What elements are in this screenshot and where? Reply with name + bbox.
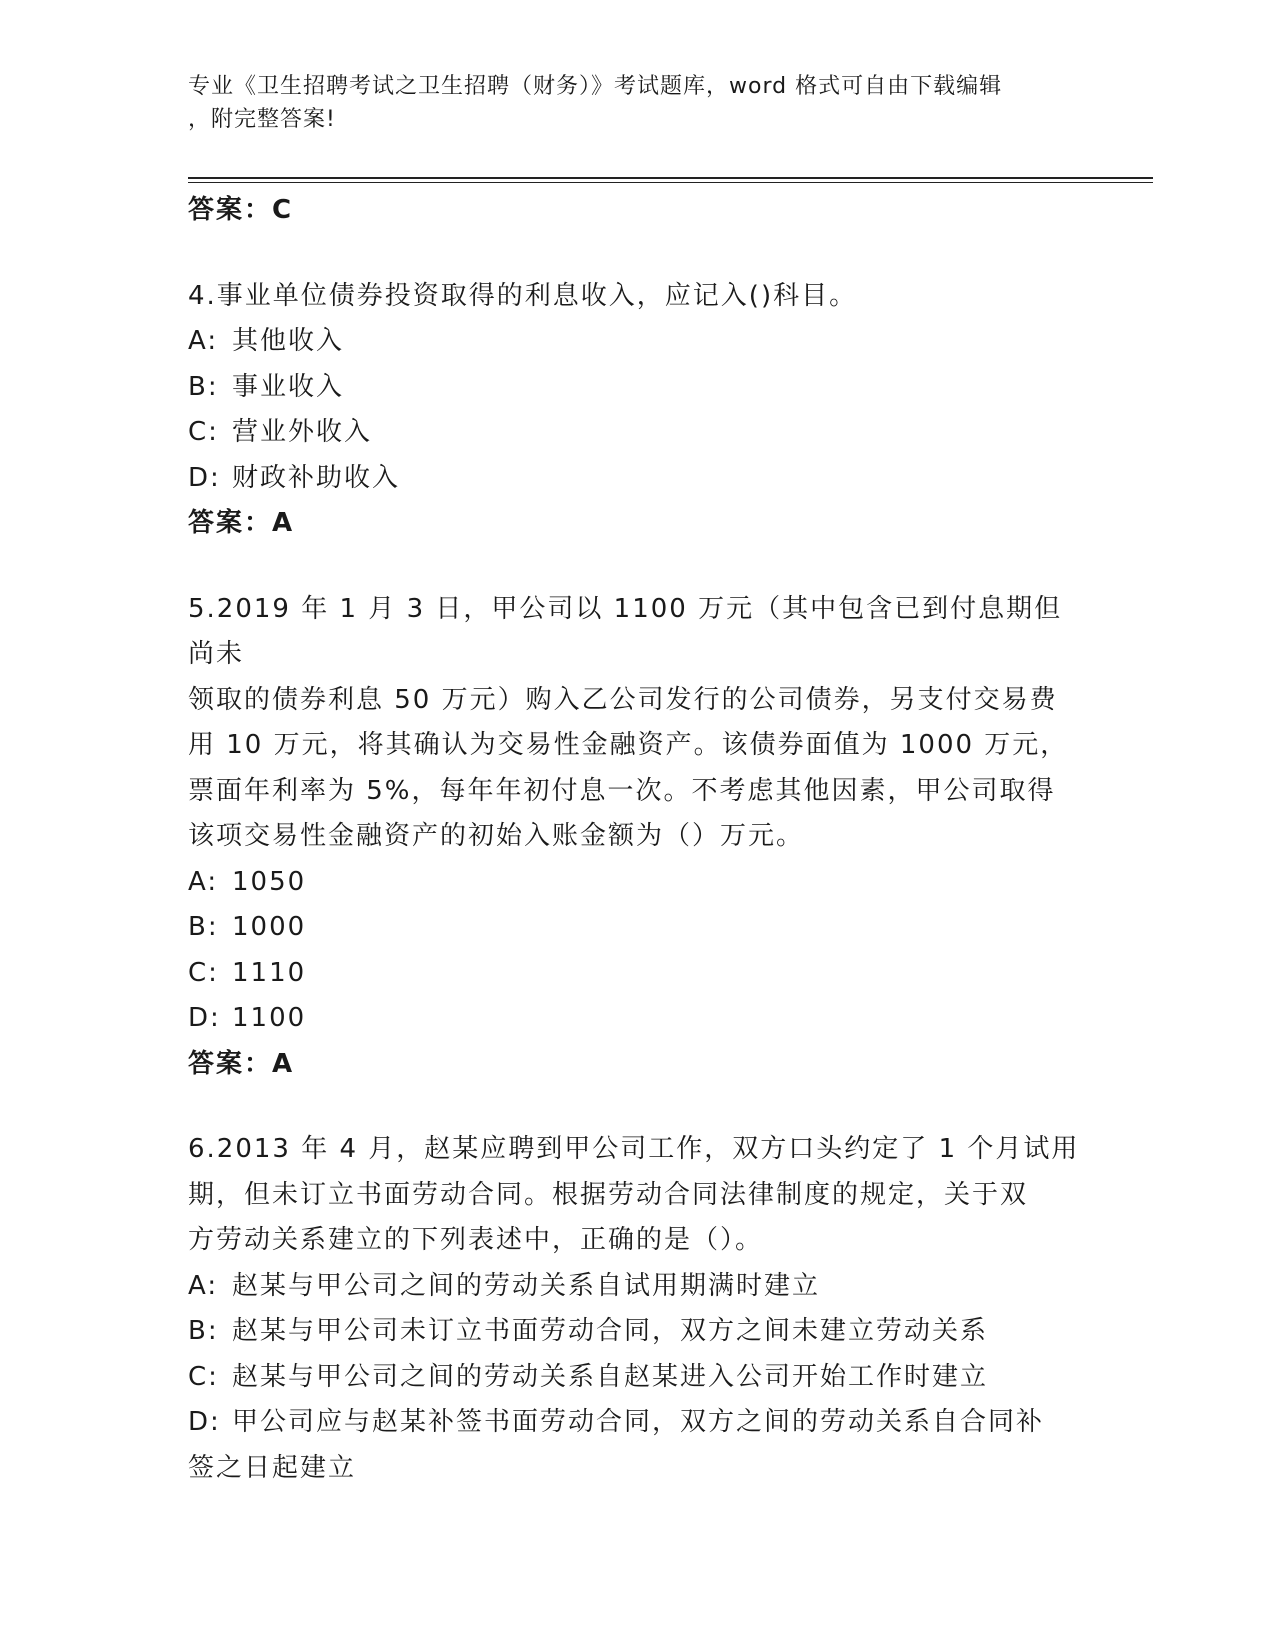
option-letter: B:: [188, 912, 219, 942]
question-stem-line: 方劳动关系建立的下列表述中，正确的是（）。: [188, 1225, 764, 1255]
option-letter: A:: [188, 866, 219, 897]
question-block: [188, 1127, 1088, 1491]
question-stem-line: 5.2019 年 1 月 3 日，甲公司以 1100 万元（其中包含已到付息期但尚未: [188, 593, 1063, 669]
option-a: [188, 860, 1088, 906]
option-text: 营业外收入: [232, 417, 373, 447]
option-text: 赵某与甲公司之间的劳动关系自赵某进入公司开始工作时建立: [232, 1361, 989, 1392]
header-line-2: ，附完整答案!: [188, 107, 336, 132]
spacer: [188, 234, 1088, 274]
option-b: [188, 1309, 1088, 1355]
option-letter: C:: [188, 417, 219, 447]
option-b: [188, 905, 1088, 951]
header-divider-thin: [188, 182, 1153, 183]
option-c: [188, 951, 1088, 997]
option-letter: D:: [188, 1003, 221, 1033]
spacer: [188, 547, 1088, 587]
option-text: 1050: [232, 866, 307, 897]
option-d: [188, 996, 1088, 1042]
option-d: [188, 456, 1088, 502]
option-text: 赵某与甲公司未订立书面劳动合同，双方之间未建立劳动关系: [232, 1316, 989, 1346]
option-letter: A:: [188, 1270, 219, 1301]
question-block: [188, 587, 1088, 1088]
question-stem-line: 6.2013 年 4 月，赵某应聘到甲公司工作，双方口头约定了 1 个月试用: [188, 1134, 1080, 1164]
option-text: 赵某与甲公司之间的劳动关系自试用期满时建立: [232, 1270, 821, 1301]
option-letter: C:: [188, 1361, 219, 1392]
question-stem-line: 4.事业单位债券投资取得的利息收入，应记入()科目。: [188, 280, 858, 311]
option-letter: D:: [188, 1407, 221, 1437]
option-text: 其他收入: [232, 326, 345, 356]
answer-line: 答案：C: [188, 195, 294, 225]
option-d-continuation: 签之日起建立: [188, 1452, 357, 1483]
option-letter: D:: [188, 462, 221, 493]
option-text: 财政补助收入: [232, 462, 401, 493]
header-line-1: 专业《卫生招聘考试之卫生招聘（财务）》考试题库，word 格式可自由下载编辑: [188, 74, 1003, 99]
option-b: [188, 365, 1088, 411]
question-stem-line: 期，但未订立书面劳动合同。根据劳动合同法律制度的规定，关于双: [188, 1179, 1029, 1210]
option-text: 事业收入: [232, 371, 345, 402]
option-letter: B:: [188, 1316, 219, 1346]
header-divider-thick: [188, 177, 1153, 179]
option-text: 1000: [232, 912, 307, 942]
option-a: [188, 319, 1088, 365]
option-letter: A:: [188, 326, 219, 356]
question-stem-line: 票面年利率为 5%，每年年初付息一次。不考虑其他因素，甲公司取得: [188, 775, 1056, 806]
spacer: [188, 1087, 1088, 1127]
answer-line: 答案：A: [188, 508, 295, 538]
option-d: [188, 1400, 1088, 1446]
question-block: [188, 274, 1088, 547]
document-header: [188, 70, 1088, 136]
option-a: [188, 1264, 1088, 1310]
option-text: 1100: [232, 1003, 307, 1033]
option-text: 甲公司应与赵某补签书面劳动合同，双方之间的劳动关系自合同补: [232, 1407, 1045, 1437]
option-c: [188, 410, 1088, 456]
question-stem-line: 该项交易性金融资产的初始入账金额为（）万元。: [188, 821, 805, 851]
answer-line: 答案：A: [188, 1048, 295, 1079]
question-stem-line: 领取的债券利息 50 万元）购入乙公司发行的公司债券，另支付交易费: [188, 684, 1058, 715]
question-stem-line: 用 10 万元，将其确认为交易性金融资产。该债券面值为 1000 万元，: [188, 730, 1069, 760]
option-c: [188, 1355, 1088, 1401]
document-body: [188, 188, 1088, 1491]
option-letter: B:: [188, 371, 219, 402]
option-letter: C:: [188, 957, 219, 988]
option-text: 1110: [232, 957, 307, 988]
